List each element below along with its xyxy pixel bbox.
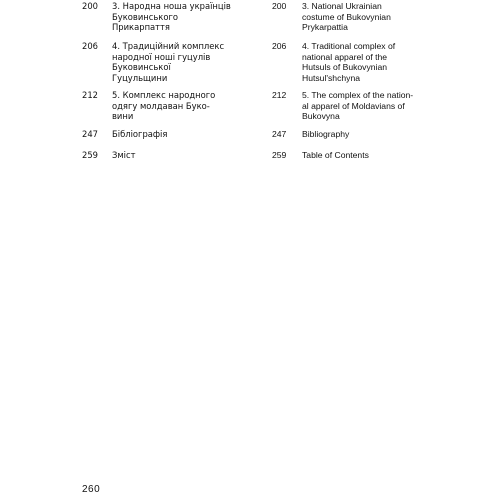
toc-entry-title: Bibliography [302,129,350,139]
toc-entry-title: 3. National Ukrainian costume of Bukovynian Prykarpattia [302,1,391,33]
toc-entry-title: Зміст [112,150,136,160]
toc-page-number: 212 [82,90,98,100]
toc-entry-title: 5. Комплекс народного одягу молдаван Буко- вини [112,90,216,122]
toc-page-number: 259 [82,150,98,160]
toc-page-number: 206 [82,41,98,51]
toc-entry-title: Table of Contents [302,150,369,160]
toc-page-number: 206 [272,41,287,51]
toc-page-number: 212 [272,90,287,100]
page-number: 260 [82,484,101,495]
toc-entry-title: Бібліографія [112,129,168,139]
toc-page-number: 200 [272,1,287,11]
toc-page-number: 259 [272,150,287,160]
toc-entry-title: 5. The complex of the nation- al apparel of Moldavians of Bukovyna [302,90,414,122]
toc-page-number: 247 [272,129,287,139]
toc-entry-title: 4. Traditional complex of national apparel of the Hutsuls of Bukovynian Hutsul'shchyna [302,41,396,83]
toc-page-number: 247 [82,129,98,139]
toc-entry-title: 4. Традиційний комплекс народної ноші гуцулів Буковинської Гуцульщини [112,41,225,83]
toc-entry-title: 3. Народна ноша українців Буковинського Прикарпаття [112,1,231,33]
toc-page-number: 200 [82,1,98,11]
